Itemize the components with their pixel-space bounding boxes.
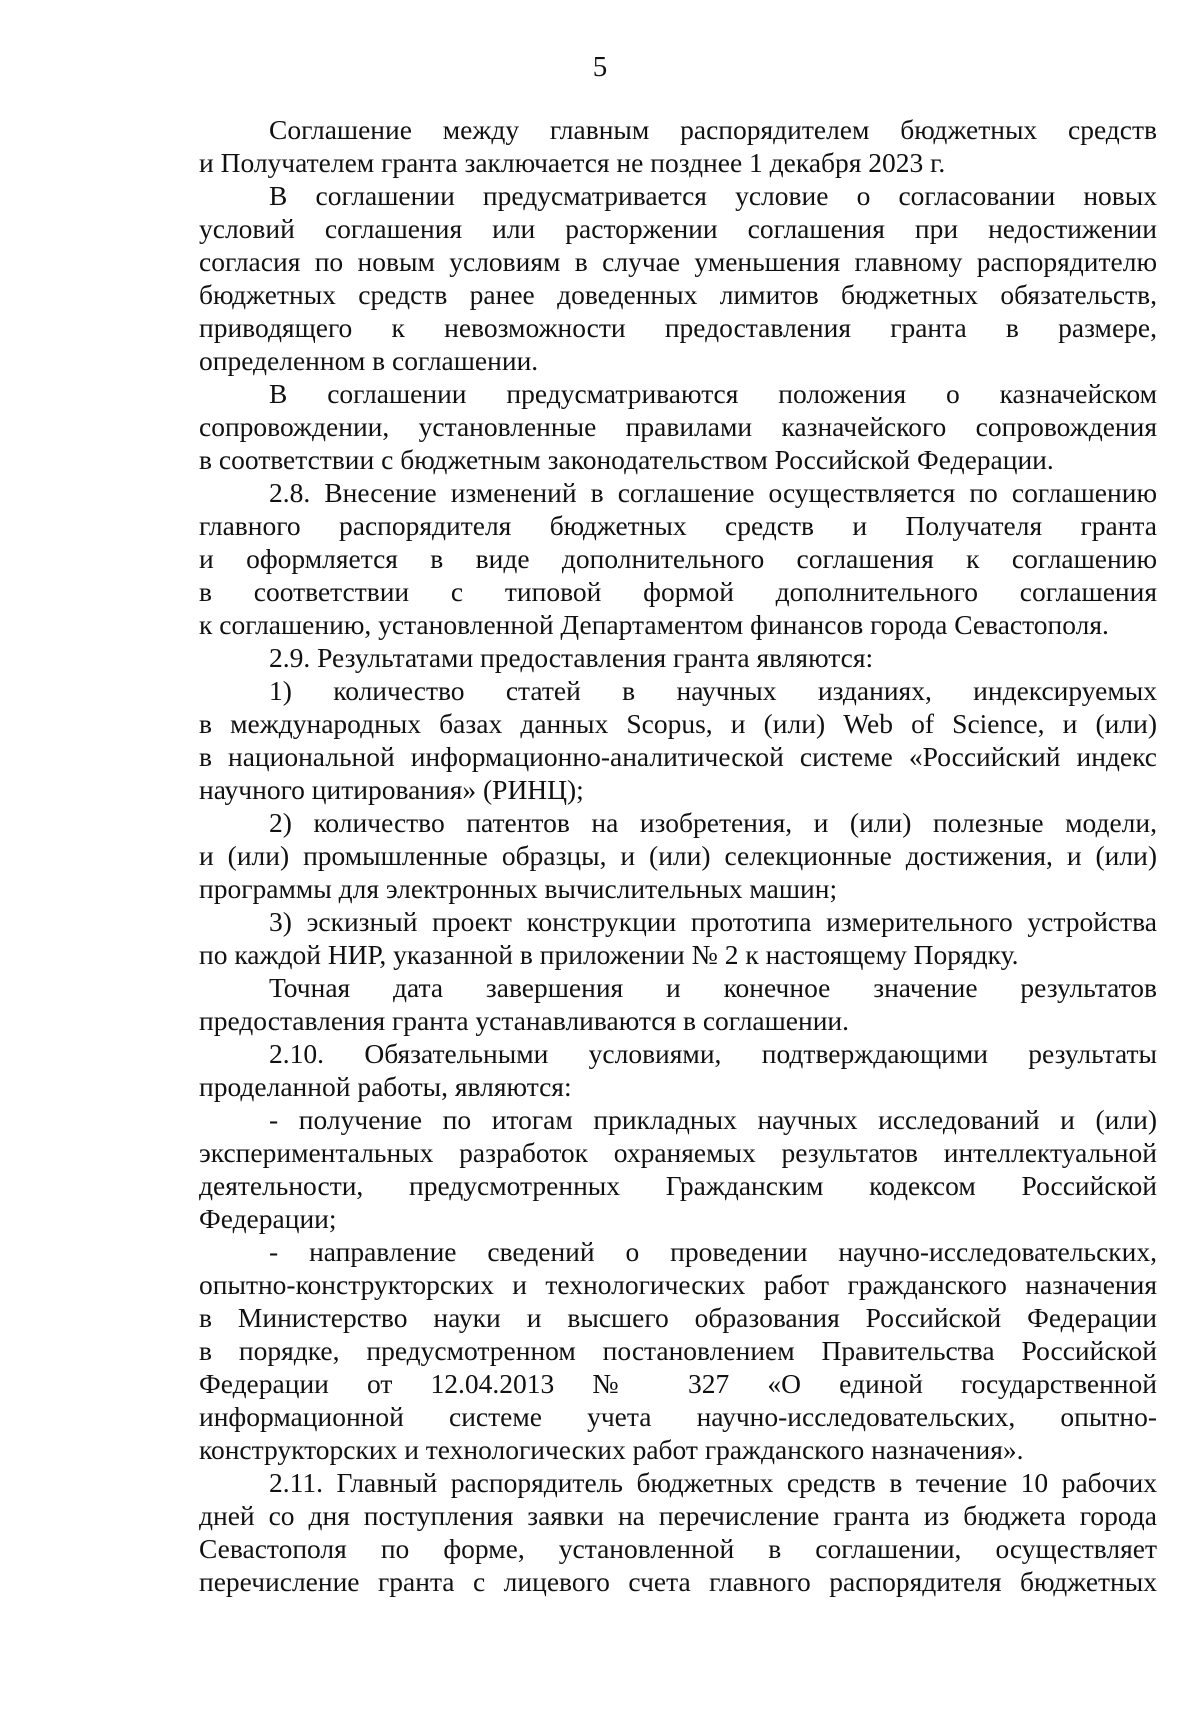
text-line: 2.10. Обязательными условиями, подтверждающими результаты <box>269 1038 1157 1069</box>
text-line: деятельности, предусмотренных Гражданским кодексом Российской <box>199 1170 1157 1201</box>
list-item-3 <box>199 905 1157 971</box>
text-line: и оформляется в виде дополнительного соглашения к соглашению <box>199 543 1157 574</box>
bullet-research-reporting <box>199 1235 1157 1466</box>
text-line: Точная дата завершения и конечное значение результатов <box>269 972 1157 1003</box>
text-line: в порядке, предусмотренном постановлением Правительства Российской <box>199 1335 1157 1366</box>
text-line: в соответствии с типовой формой дополнительного соглашения <box>199 576 1157 607</box>
text-line: Федерации от 12.04.2013 № 327 «О единой государственной <box>199 1368 1157 1399</box>
text-line: 2) количество патентов на изобретения, и (или) полезные модели, <box>269 807 1157 838</box>
paragraph-2-10 <box>199 1037 1157 1103</box>
text-line: предоставления гранта устанавливаются в соглашении. <box>199 1005 850 1036</box>
text-line: определенном в соглашении. <box>199 345 539 376</box>
text-line: 2.11. Главный распорядитель бюджетных средств в течение 10 рабочих <box>269 1467 1157 1498</box>
paragraph-agreement-deadline <box>199 113 1157 179</box>
text-line: в соответствии с бюджетным законодательством Российской Федерации. <box>199 444 1054 475</box>
text-line: условий соглашения или расторжении соглашения при недостижении <box>199 213 1157 244</box>
text-line: приводящего к невозможности предоставления гранта в размере, <box>199 312 1157 343</box>
list-item-1 <box>199 674 1157 806</box>
text-line: опытно-конструкторских и технологических работ гражданского назначения <box>199 1269 1157 1300</box>
text-line: в Министерство науки и высшего образования Российской Федерации <box>199 1302 1157 1333</box>
paragraph-2-8 <box>199 476 1157 641</box>
text-line: - получение по итогам прикладных научных исследований и (или) <box>269 1104 1157 1135</box>
paragraph-treasury-support <box>199 377 1157 476</box>
text-line: Соглашение между главным распорядителем бюджетных средств <box>269 114 1157 145</box>
text-line: 2.9. Результатами предоставления гранта являются: <box>269 642 874 673</box>
text-line: в национальной информационно-аналитической системе «Российский индекс <box>199 741 1157 772</box>
text-line: по каждой НИР, указанной в приложении № 2 к настоящему Порядку. <box>199 939 1019 970</box>
text-line: конструкторских и технологических работ гражданского назначения». <box>199 1434 1024 1465</box>
paragraph-2-11 <box>199 1466 1157 1598</box>
text-line: информационной системе учета научно-исследовательских, опытно- <box>199 1401 1157 1432</box>
text-line: и (или) промышленные образцы, и (или) селекционные достижения, и (или) <box>199 840 1157 871</box>
paragraph-agreement-conditions <box>199 179 1157 377</box>
text-line: к соглашению, установленной Департаментом финансов города Севастополя. <box>199 609 1109 640</box>
document-body <box>199 113 1157 1598</box>
text-line: сопровождении, установленные правилами казначейского сопровождения <box>199 411 1157 442</box>
text-line: дней со дня поступления заявки на перечисление гранта из бюджета города <box>199 1500 1157 1531</box>
text-line: и Получателем гранта заключается не позднее 1 декабря 2023 г. <box>199 147 946 178</box>
text-line: В соглашении предусматривается условие о согласовании новых <box>269 180 1157 211</box>
paragraph-results-date <box>199 971 1157 1037</box>
text-line: проделанной работы, являются: <box>199 1071 572 1102</box>
text-line: 2.8. Внесение изменений в соглашение осуществляется по соглашению <box>269 477 1157 508</box>
text-line: Федерации; <box>199 1203 337 1234</box>
text-line: научного цитирования» (РИНЦ); <box>199 774 584 805</box>
text-line: 1) количество статей в научных изданиях, индексируемых <box>269 675 1157 706</box>
text-line: 3) эскизный проект конструкции прототипа измерительного устройства <box>269 906 1157 937</box>
text-line: В соглашении предусматриваются положения о казначейском <box>269 378 1157 409</box>
text-line: главного распорядителя бюджетных средств и Получателя гранта <box>199 510 1157 541</box>
text-line: согласия по новым условиям в случае уменьшения главному распорядителю <box>199 246 1157 277</box>
text-line: - направление сведений о проведении научно-исследовательских, <box>269 1236 1157 1267</box>
bullet-intellectual-property <box>199 1103 1157 1235</box>
text-line: программы для электронных вычислительных машин; <box>199 873 838 904</box>
page-number: 5 <box>592 51 608 83</box>
text-line: Севастополя по форме, установленной в соглашении, осуществляет <box>199 1533 1157 1564</box>
text-line: экспериментальных разработок охраняемых результатов интеллектуальной <box>199 1137 1157 1168</box>
text-line: бюджетных средств ранее доведенных лимитов бюджетных обязательств, <box>199 279 1157 310</box>
text-line: перечисление гранта с лицевого счета главного распорядителя бюджетных <box>199 1566 1157 1597</box>
list-item-2 <box>199 806 1157 905</box>
text-line: в международных базах данных Scopus, и (или) Web of Science, и (или) <box>199 708 1157 739</box>
paragraph-2-9 <box>199 641 1157 674</box>
